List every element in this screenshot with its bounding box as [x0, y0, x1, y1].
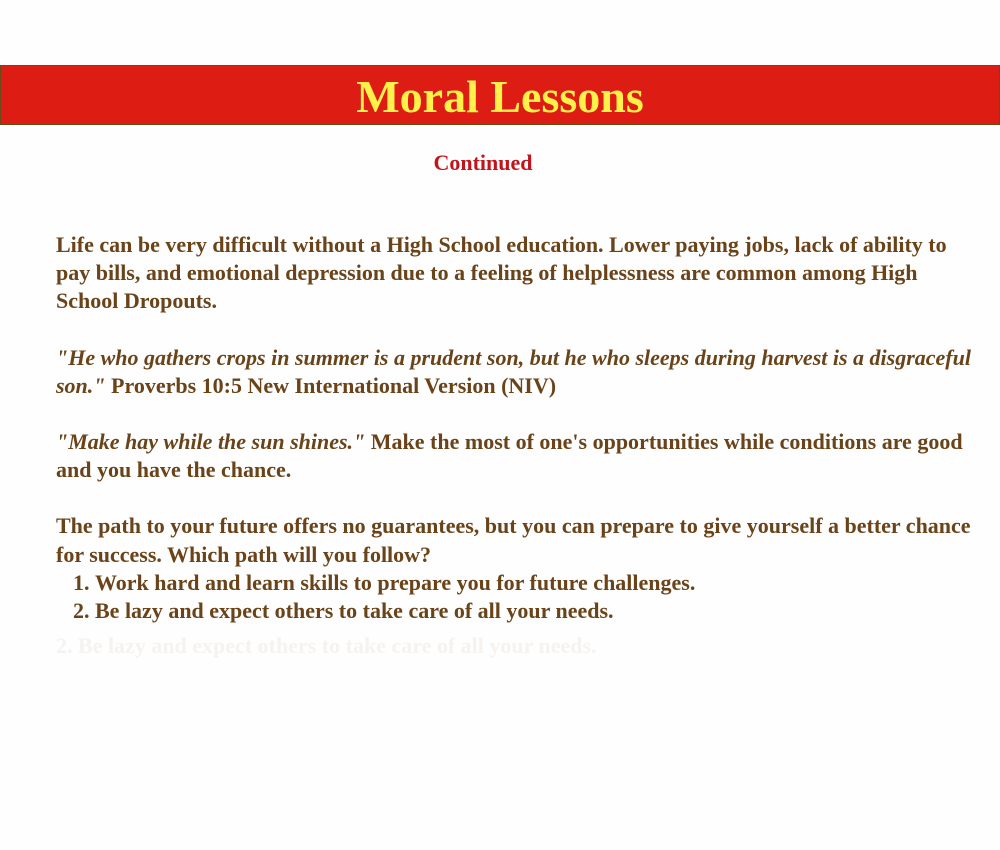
lesson-content — [56, 231, 971, 625]
proverb-source: Proverbs 10:5 New International Version (NIV) — [111, 372, 557, 398]
path-option-hard-work: 1. Work hard and learn skills to prepare you for future challenges. — [95, 569, 971, 597]
saying-quote: "Make hay while the sun shines." — [56, 429, 366, 455]
faded-duplicate-text: 2. Be lazy and expect others to take care of all your needs. — [56, 633, 597, 658]
title-banner — [0, 65, 1000, 125]
path-options-list — [56, 569, 971, 625]
path-section — [56, 512, 971, 625]
page-subtitle: Continued — [433, 150, 533, 175]
proverb-paragraph — [56, 344, 971, 400]
path-question: The path to your future offers no guarantees, but you can prepare to give yourself a better chance for success. Which path will you follow? — [56, 513, 971, 567]
page-title: Moral Lessons — [356, 71, 644, 122]
saying-explanation: Make the most of one's opportunities while conditions are good and you have the chance. — [56, 429, 963, 483]
intro-paragraph: Life can be very difficult without a High School education. Lower paying jobs, lack of ability to pay bills, and emotional depression due to a feeling of helplessness are common among High School Dropouts. — [56, 232, 947, 314]
path-option-lazy: 2. Be lazy and expect others to take care of all your needs. — [95, 597, 971, 625]
proverb-quote: "He who gathers crops in summer is a prudent son, but he who sleeps during harvest is a disgraceful son." — [56, 344, 971, 398]
saying-paragraph — [56, 428, 971, 484]
